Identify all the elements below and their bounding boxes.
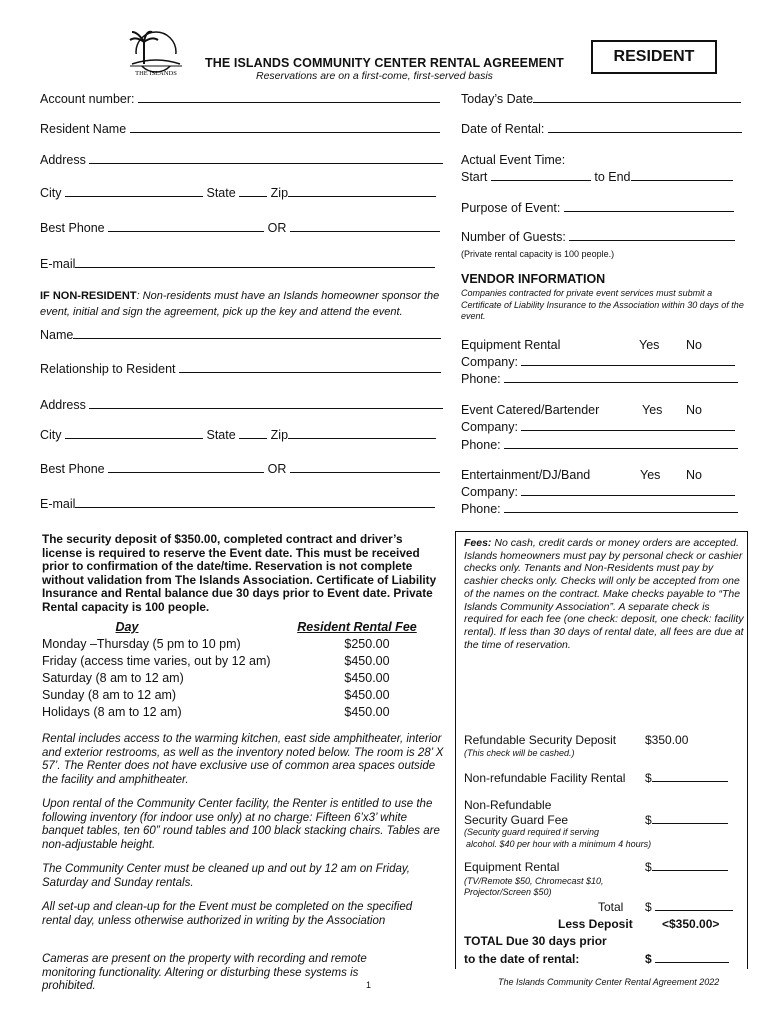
nonresident-phone-field[interactable]: Best Phone OR bbox=[40, 462, 440, 476]
cleanup-paragraph: The Community Center must be cleaned up and out by 12 am on Friday, Saturday and Sunday rentals. bbox=[42, 863, 410, 889]
equipment-amount[interactable]: $ bbox=[645, 860, 728, 874]
vendor-equipment-phone[interactable]: Phone: bbox=[461, 372, 738, 386]
vendor-equipment-company[interactable]: Company: bbox=[461, 355, 735, 369]
table-row: Holidays (8 am to 12 am) $450.00 bbox=[42, 705, 390, 719]
capacity-note: (Private rental capacity is 100 people.) bbox=[461, 249, 615, 259]
guard-label-1: Non-Refundable bbox=[464, 798, 552, 812]
guard-fee-amount[interactable]: $ bbox=[645, 813, 728, 827]
rental-rates-table bbox=[42, 620, 422, 722]
col-day: Day bbox=[115, 620, 139, 634]
vendor-entertainment-phone[interactable]: Phone: bbox=[461, 502, 738, 516]
guard-note-2: alcohol. $40 per hour with a minimum 4 hours) bbox=[466, 839, 652, 849]
table-row: Saturday (8 am to 12 am) $450.00 bbox=[42, 671, 390, 685]
vendor-catered-no[interactable]: No bbox=[686, 403, 702, 417]
total-due-label-2: to the date of rental: bbox=[464, 952, 580, 966]
inventory-paragraph: Upon rental of the Community Center facility, the Renter is entitled to use the following inventory (for indoor use only) at no charge: Fifteen 6’x3’ white banquet tables, ten 60” round tables and 100 black stacking chairs. Tables are non-adjustable height. bbox=[42, 798, 440, 851]
actual-event-time-label: Actual Event Time: bbox=[461, 153, 566, 167]
purpose-field[interactable]: Purpose of Event: bbox=[461, 201, 734, 215]
nonresident-notice: IF NON-RESIDENT: Non-residents must have an Islands homeowner sponsor the event, initial and sign the agreement, pick up the key and attend the event. bbox=[40, 290, 440, 318]
email-field[interactable]: E-mail bbox=[40, 257, 435, 271]
table-row: Friday (access time varies, out by 12 am) $450.00 bbox=[42, 654, 390, 668]
vendor-entertainment-company[interactable]: Company: bbox=[461, 485, 735, 499]
vendor-note: Companies contracted for private event services must submit a Certificate of Liability Insurance to the Association within 30 days of the event. bbox=[461, 288, 744, 321]
total-label: Total bbox=[598, 900, 624, 914]
vendor-equipment-no[interactable]: No bbox=[686, 338, 702, 352]
vendor-equipment-label: Equipment Rental bbox=[461, 338, 561, 352]
deposit-label: Refundable Security Deposit bbox=[464, 733, 617, 747]
facility-rental-label: Non-refundable Facility Rental bbox=[464, 771, 626, 785]
phone-field[interactable]: Best Phone OR bbox=[40, 221, 440, 235]
table-row: Monday –Thursday (5 pm to 10 pm) $250.00 bbox=[42, 637, 390, 651]
page-subtitle: Reservations are on a first-come, first-served basis bbox=[256, 70, 493, 82]
page-number: 1 bbox=[366, 980, 372, 990]
account-number-field[interactable]: Account number: bbox=[40, 92, 440, 106]
total-due-amount[interactable]: $ bbox=[645, 952, 729, 966]
col-fee: Resident Rental Fee bbox=[297, 620, 417, 634]
vendor-catered-yes[interactable]: Yes bbox=[642, 403, 663, 417]
nonresident-email-field[interactable]: E-mail bbox=[40, 497, 435, 511]
vendor-entertainment-label: Entertainment/DJ/Band bbox=[461, 468, 591, 482]
page-title: THE ISLANDS COMMUNITY CENTER RENTAL AGREEMENT bbox=[205, 56, 564, 70]
vendor-entertainment-yes[interactable]: Yes bbox=[640, 468, 661, 482]
fees-paragraph: Fees: No cash, credit cards or money orders are accepted. Islands homeowners must pay by personal check or cashier checks only. Tenants and Non-Residents must pay by cashier checks only. Checks will only be accepted from one of the names on the contract. Make checks payable to “The Islands Community Association”. A separate check is required for each fee (one check: deposit, one check: facility rental). If less than 30 days of rental date, all fees are due at the time of reservation. bbox=[464, 537, 744, 651]
islands-logo bbox=[122, 26, 186, 78]
rates-header bbox=[42, 620, 422, 637]
deposit-note: (This check will be cashed.) bbox=[464, 748, 575, 758]
footer-text: The Islands Community Center Rental Agreement 2022 bbox=[498, 977, 720, 987]
table-row: Sunday (8 am to 12 am) $450.00 bbox=[42, 688, 390, 702]
city-state-zip-field[interactable]: City State Zip bbox=[40, 186, 436, 200]
deposit-value: $350.00 bbox=[645, 733, 689, 747]
relationship-field[interactable]: Relationship to Resident bbox=[40, 362, 441, 376]
total-due-label-1: TOTAL Due 30 days prior bbox=[464, 934, 607, 948]
less-deposit-value: <$350.00> bbox=[662, 917, 720, 931]
guard-label-2: Security Guard Fee bbox=[464, 813, 569, 827]
vendor-entertainment-no[interactable]: No bbox=[686, 468, 702, 482]
facility-rental-amount[interactable]: $ bbox=[645, 771, 728, 785]
vendor-heading: VENDOR INFORMATION bbox=[461, 272, 606, 286]
nonresident-name-field[interactable]: Name bbox=[40, 328, 441, 342]
equipment-note-1: (TV/Remote $50, Chromecast $10, bbox=[464, 876, 604, 886]
nonresident-address-field[interactable]: Address bbox=[40, 398, 443, 412]
cameras-paragraph: Cameras are present on the property with recording and remote monitoring functionality. Altering or disturbing these systems is prohibited. bbox=[42, 953, 367, 992]
vendor-catered-phone[interactable]: Phone: bbox=[461, 438, 738, 452]
todays-date-field[interactable]: Today’s Date bbox=[461, 92, 741, 106]
equipment-label: Equipment Rental bbox=[464, 860, 560, 874]
resident-badge: RESIDENT bbox=[591, 40, 717, 74]
logo-text: THE ISLANDS bbox=[135, 70, 177, 77]
vendor-catered-label: Event Catered/Bartender bbox=[461, 403, 600, 417]
date-of-rental-field[interactable]: Date of Rental: bbox=[461, 122, 742, 136]
vendor-equipment-yes[interactable]: Yes bbox=[639, 338, 660, 352]
setup-paragraph: All set-up and clean-up for the Event must be completed on the specified rental day, unless otherwise authorized in writing by the Association bbox=[42, 901, 413, 927]
address-field[interactable]: Address bbox=[40, 153, 443, 167]
guard-note-1: (Security guard required if serving bbox=[464, 827, 600, 837]
vendor-catered-company[interactable]: Company: bbox=[461, 420, 735, 434]
less-deposit-label: Less Deposit bbox=[558, 917, 633, 931]
total-amount[interactable]: $ bbox=[645, 900, 733, 914]
nonresident-city-state-zip-field[interactable]: City State Zip bbox=[40, 428, 436, 442]
rental-includes-paragraph: Rental includes access to the warming kitchen, east side amphitheater, interior and exterior restrooms, as well as the inventory noted below. The room is 28’ X 57’. The Renter does not have exclusive use of common area spaces outside the facility and amphitheater. bbox=[42, 733, 444, 786]
event-time-field[interactable]: Start to End bbox=[461, 170, 733, 184]
equipment-note-2: Projector/Screen $50) bbox=[464, 887, 552, 897]
resident-name-field[interactable]: Resident Name bbox=[40, 122, 440, 136]
deposit-notice: The security deposit of $350.00, completed contract and driver’s license is required to reserve the Event date. This must be received prior to confirmation of the date/time. Reservation is not complete without validation from The Islands Association. Certificate of Liability Insurance and Rental balance due 30 days prior to Event date. Private Rental capacity is 100 people. bbox=[42, 532, 437, 614]
guests-field[interactable]: Number of Guests: bbox=[461, 230, 735, 244]
